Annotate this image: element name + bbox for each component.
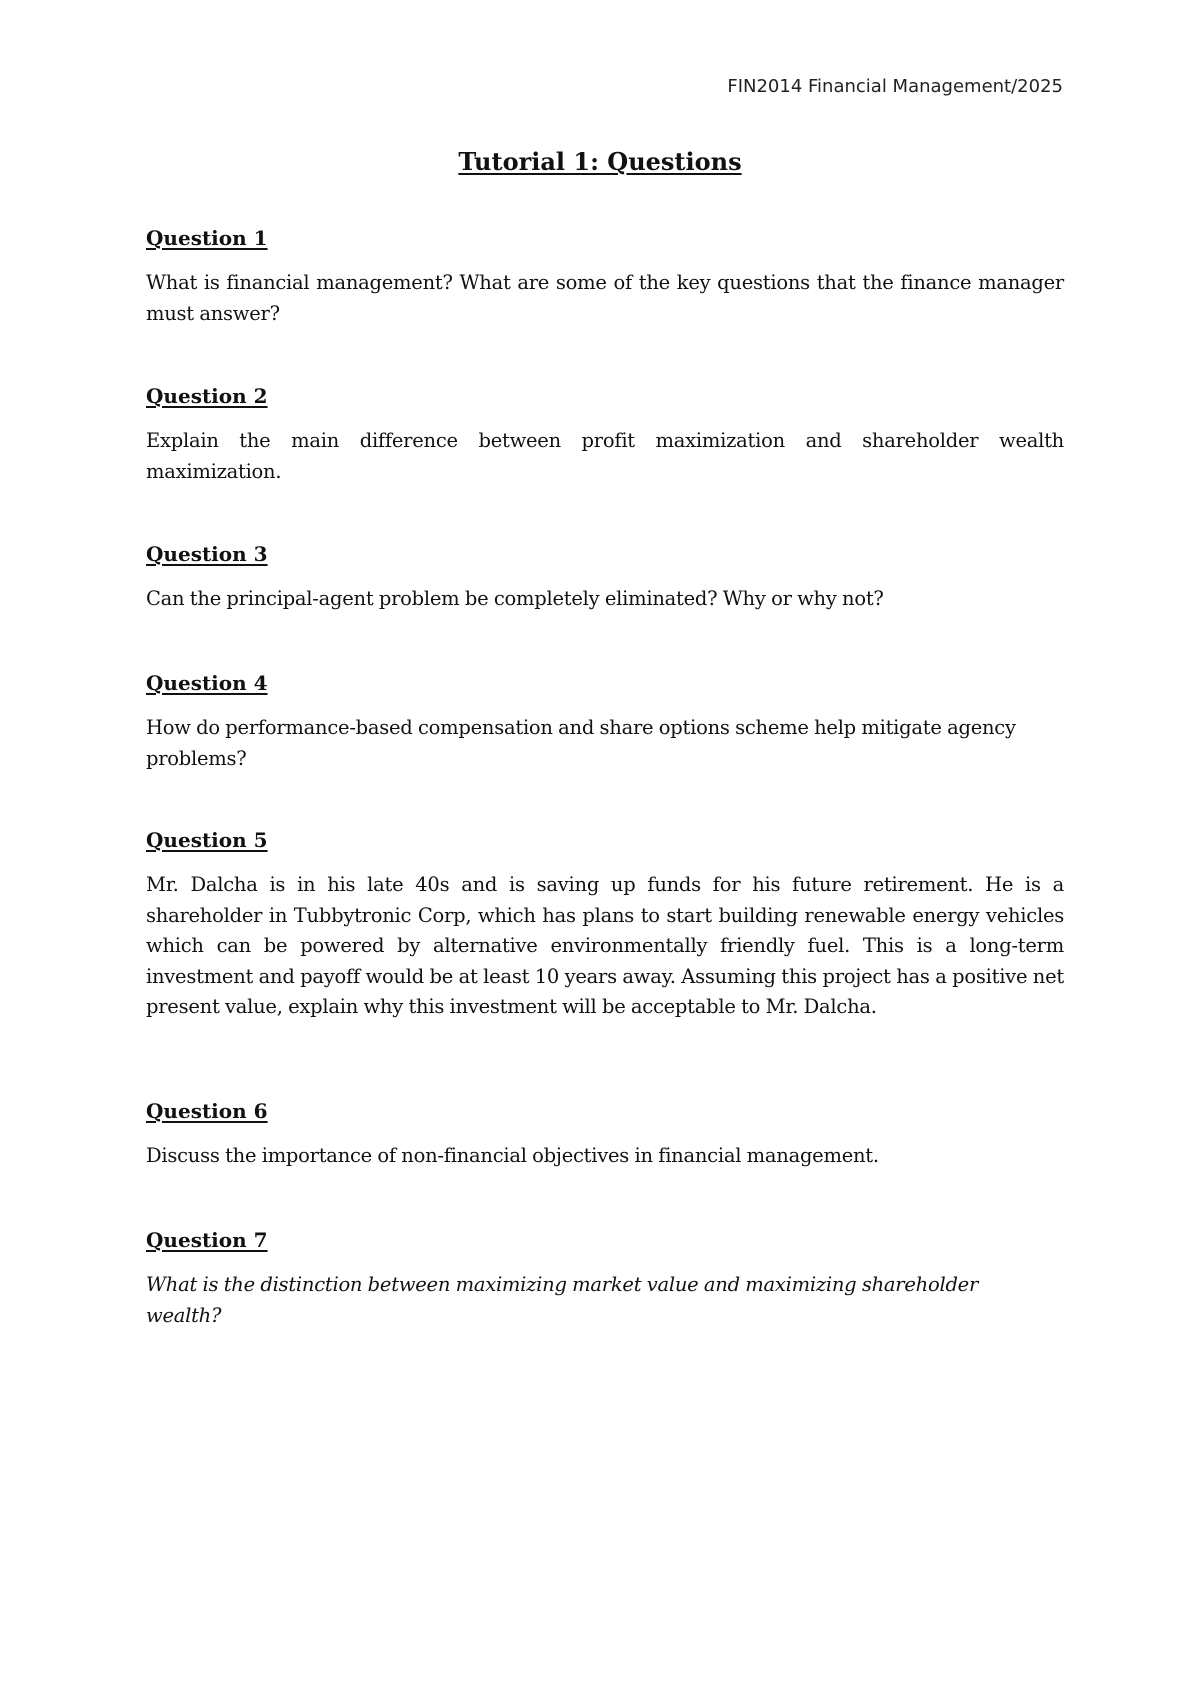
question-text: Discuss the importance of non-financial objectives in financial management. — [146, 1144, 879, 1167]
question-heading: Question 4 — [146, 671, 268, 695]
document-title: Tutorial 1: Questions — [458, 147, 742, 176]
question-heading: Question 7 — [146, 1228, 268, 1252]
question-text: Explain the main difference between profit maximization and shareholder wealth maximization. — [146, 429, 1064, 483]
question-5 — [146, 827, 1064, 1023]
question-3 — [146, 541, 1064, 615]
question-1 — [146, 225, 1064, 329]
question-text: Mr. Dalcha is in his late 40s and is saving up funds for his future retirement. He is a shareholder in Tubbytronic Corp, which has plans to start building renewable energy vehicles which can be powered by alternative environmentally friendly fuel. This is a long-term investment and payoff would be at least 10 years away. Assuming this project has a positive net present value, explain why this investment will be acceptable to Mr. Dalcha. — [146, 873, 1064, 1018]
question-heading: Question 5 — [146, 828, 268, 852]
question-heading: Question 1 — [146, 226, 268, 250]
question-text: What is the distinction between maximizing market value and maximizing shareholder wealth? — [146, 1273, 979, 1327]
question-heading: Question 6 — [146, 1099, 268, 1123]
question-7 — [146, 1227, 1064, 1331]
running-header: FIN2014 Financial Management/2025 — [727, 76, 1063, 97]
question-2 — [146, 383, 1064, 487]
question-text: What is financial management? What are some of the key questions that the finance manager must answer? — [146, 271, 1064, 325]
question-6 — [146, 1098, 1064, 1172]
question-text: Can the principal-agent problem be completely eliminated? Why or why not? — [146, 587, 884, 610]
question-text: How do performance-based compensation and share options scheme help mitigate agency problems? — [146, 716, 1016, 770]
question-heading: Question 3 — [146, 542, 268, 566]
question-heading: Question 2 — [146, 384, 268, 408]
question-4 — [146, 670, 1064, 774]
